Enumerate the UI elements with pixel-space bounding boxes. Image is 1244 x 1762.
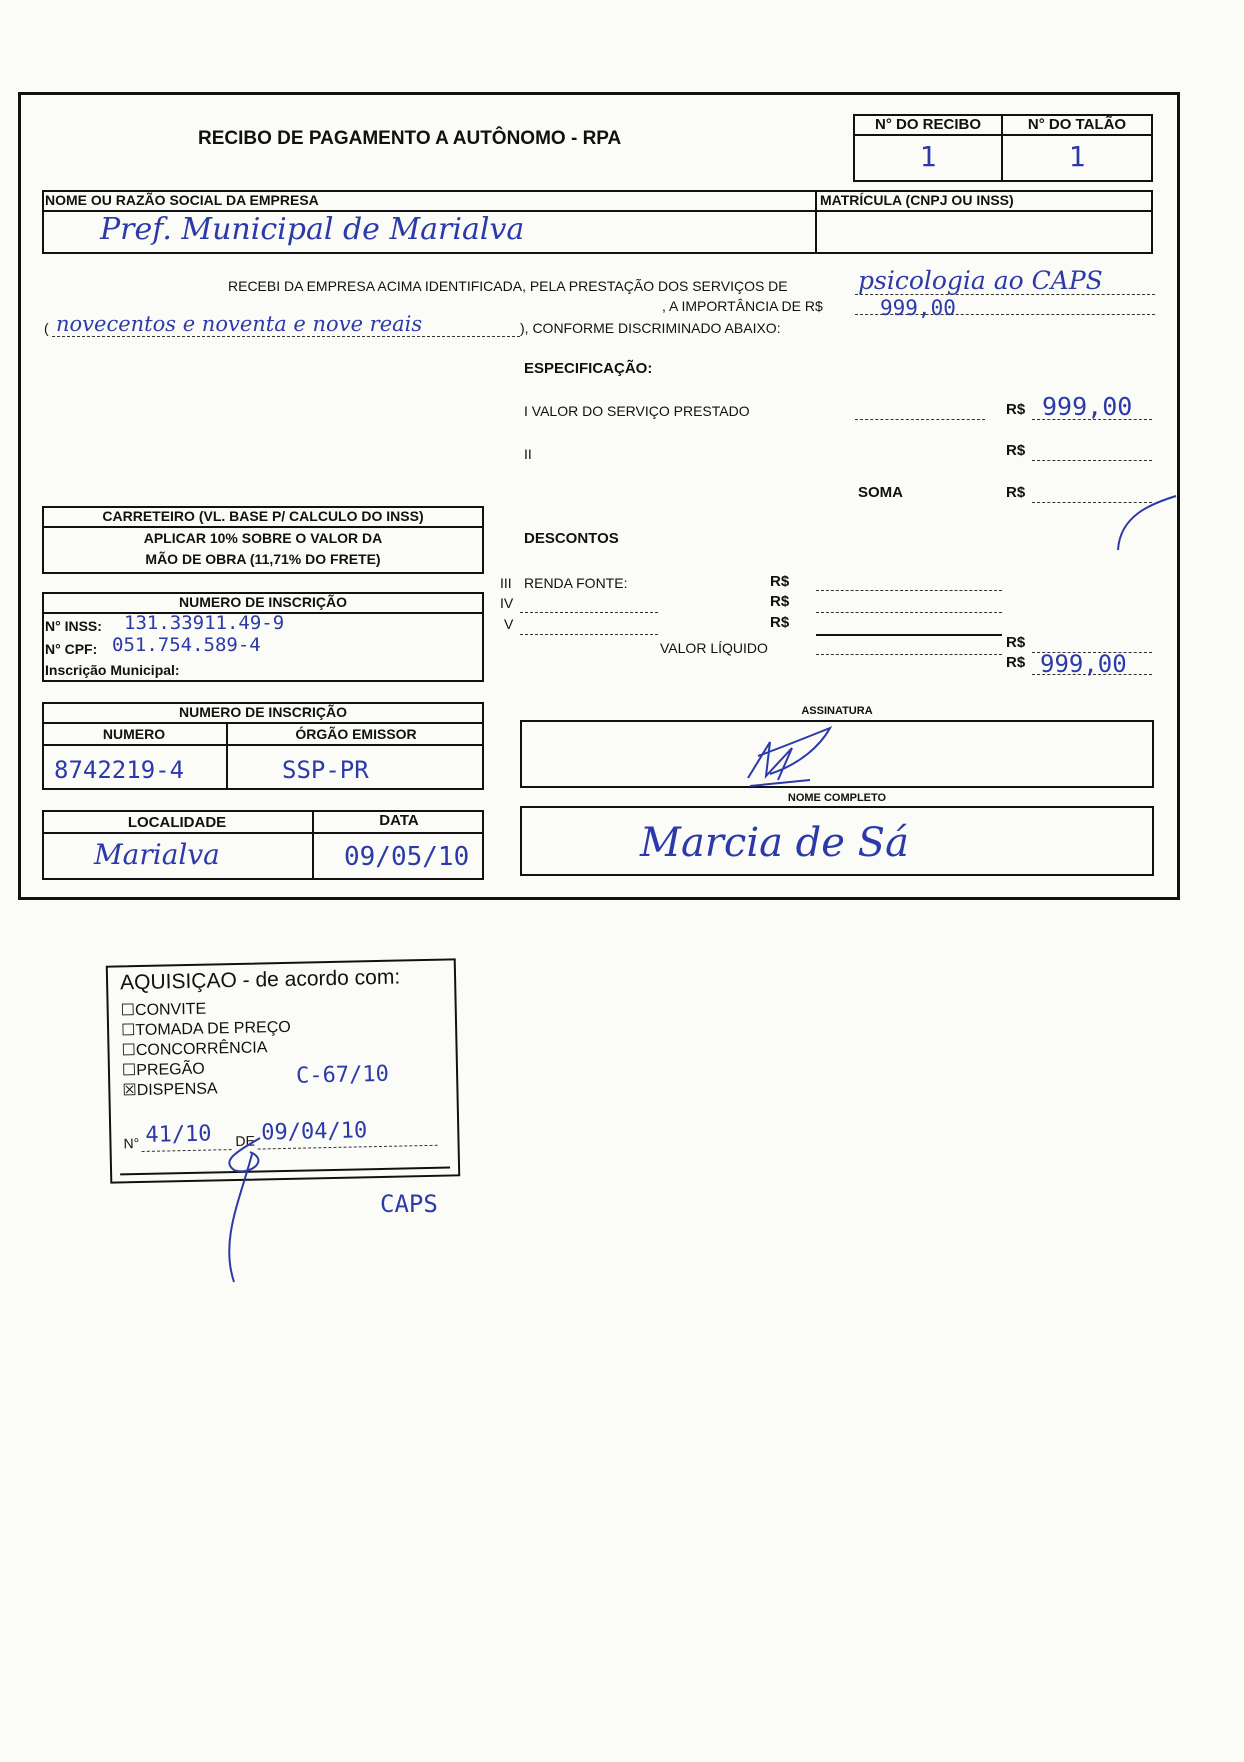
stamp-number-value: 41/10 <box>145 1121 212 1148</box>
cpf-value: 051.754.589-4 <box>112 634 261 656</box>
amount-words-close: ), CONFORME DISCRIMINADO ABAIXO: <box>520 320 781 336</box>
stamp-title: AQUISIÇAO - de acordo com: <box>119 965 401 995</box>
checkbox-icon: ☐ <box>120 1002 136 1020</box>
disc5-num: V <box>504 616 514 632</box>
sum-currency: R$ <box>1006 484 1026 501</box>
discounts-title: DESCONTOS <box>524 530 619 547</box>
stamp-option-tomada: ☐TOMADA DE PREÇO <box>120 1018 291 1040</box>
item1-currency: R$ <box>1006 401 1026 418</box>
signature-mark <box>740 722 840 788</box>
book-number-label: N° DO TALÃO <box>1027 116 1127 133</box>
amount-text: , A IMPORTÂNCIA DE R$ <box>662 298 823 314</box>
stamp-process-code: C-67/10 <box>295 1061 390 1089</box>
amount-words-open: ( <box>44 320 49 336</box>
receipt-number-value: 1 <box>919 140 937 173</box>
disc5-line <box>816 634 1002 636</box>
receipt-number-label: N° DO RECIBO <box>874 116 981 133</box>
stamp-signature-stroke <box>200 1130 300 1290</box>
book-number-value: 1 <box>1068 140 1086 173</box>
inss-label: N° INSS: <box>45 618 102 634</box>
net-currency-2: R$ <box>1006 654 1026 671</box>
disc4-line <box>816 612 1002 613</box>
checkbox-icon: ☐ <box>120 1022 136 1040</box>
company-value: Pref. Municipal de Marialva <box>100 212 525 247</box>
spec-title: ESPECIFICAÇÃO: <box>524 360 653 377</box>
disc5-label-line <box>520 634 658 635</box>
net-value: 999,00 <box>1040 650 1127 678</box>
amount-words: novecentos e noventa e nove reais <box>56 312 423 336</box>
stamp-option-pregao: ☐PREGÃO <box>121 1060 205 1080</box>
stamp-date-prefix: DE <box>235 1132 256 1150</box>
disc5-currency: R$ <box>770 614 790 631</box>
locality-label: LOCALIDADE <box>127 814 227 831</box>
stamp-option-convite: ☐CONVITE <box>120 1000 207 1020</box>
item2-currency: R$ <box>1006 442 1026 459</box>
stamp-date-value: 09/04/10 <box>261 1118 368 1146</box>
carrier-line1: APLICAR 10% SOBRE O VALOR DA <box>143 530 383 546</box>
sum-label: SOMA <box>858 484 903 501</box>
disc4-currency: R$ <box>770 593 790 610</box>
inscription-1-title: NUMERO DE INSCRIÇÃO <box>178 594 347 610</box>
handwritten-check-mark <box>1110 492 1180 562</box>
disc3-currency: R$ <box>770 573 790 590</box>
disc4-label-line <box>520 612 658 613</box>
item2-line <box>1032 460 1152 461</box>
item1-left-line <box>855 419 985 420</box>
signature-label: ASSINATURA <box>801 705 873 717</box>
company-box-divider <box>815 190 817 254</box>
carrier-line2: MÃO DE OBRA (11,71% DO FRETE) <box>145 551 381 567</box>
caps-annotation: CAPS <box>380 1190 438 1218</box>
municipal-label: Inscrição Municipal: <box>45 662 180 678</box>
number-value: 8742219-4 <box>54 756 185 784</box>
service-value: psicologia ao CAPS <box>858 266 1103 295</box>
net-left-line <box>816 654 1002 655</box>
issuer-value: SSP-PR <box>282 756 369 784</box>
net-label: VALOR LÍQUIDO <box>660 640 768 656</box>
checkbox-icon: ☐ <box>121 1062 137 1080</box>
receipt-box-hline <box>853 134 1153 136</box>
registration-label: MATRÍCULA (CNPJ OU INSS) <box>820 192 1014 208</box>
stamp-number-prefix: N° <box>123 1135 140 1152</box>
locality-hline <box>42 832 484 834</box>
stamp-option-dispensa: ☒DISPENSA <box>122 1080 218 1100</box>
disc3-line <box>816 590 1002 591</box>
issuer-label: ÓRGÃO EMISSOR <box>295 726 417 742</box>
disc3-num: III <box>500 575 512 591</box>
amount-words-line <box>52 336 520 337</box>
item1-value: 999,00 <box>1042 392 1133 421</box>
fullname-value: Marcia de Sá <box>640 820 909 866</box>
net-currency-1: R$ <box>1006 634 1026 651</box>
date-label: DATA <box>379 812 419 829</box>
disc4-num: IV <box>500 595 514 611</box>
cpf-label: N° CPF: <box>45 641 98 657</box>
disc3-label: RENDA FONTE: <box>524 575 628 591</box>
form-title: RECIBO DE PAGAMENTO A AUTÔNOMO - RPA <box>198 128 622 149</box>
inscription-2-hline-2 <box>42 744 484 746</box>
item1-label: I VALOR DO SERVIÇO PRESTADO <box>524 403 750 419</box>
inscription-2-hline-1 <box>42 722 484 724</box>
fullname-label: NOME COMPLETO <box>787 792 887 804</box>
checkbox-icon: ☐ <box>121 1042 137 1060</box>
item2-label: II <box>524 446 532 462</box>
checked-checkbox-icon: ☒ <box>122 1082 137 1100</box>
locality-value: Marialva <box>94 838 220 871</box>
company-label: NOME OU RAZÃO SOCIAL DA EMPRESA <box>45 192 319 208</box>
received-text: RECEBI DA EMPRESA ACIMA IDENTIFICADA, PELA PRESTAÇÃO DOS SERVIÇOS DE <box>228 278 788 294</box>
inss-value: 131.33911.49-9 <box>124 612 285 634</box>
stamp-option-concorrencia: ☐CONCORRÊNCIA <box>121 1039 268 1060</box>
date-value: 09/05/10 <box>344 842 470 872</box>
amount-value: 999,00 <box>880 296 956 320</box>
stamp-options <box>121 998 293 1102</box>
carrier-hline <box>42 526 484 528</box>
number-label: NUMERO <box>102 726 166 742</box>
inscription-2-title: NUMERO DE INSCRIÇÃO <box>178 704 347 720</box>
carrier-title: CARRETEIRO (VL. BASE P/ CALCULO DO INSS) <box>102 508 424 524</box>
